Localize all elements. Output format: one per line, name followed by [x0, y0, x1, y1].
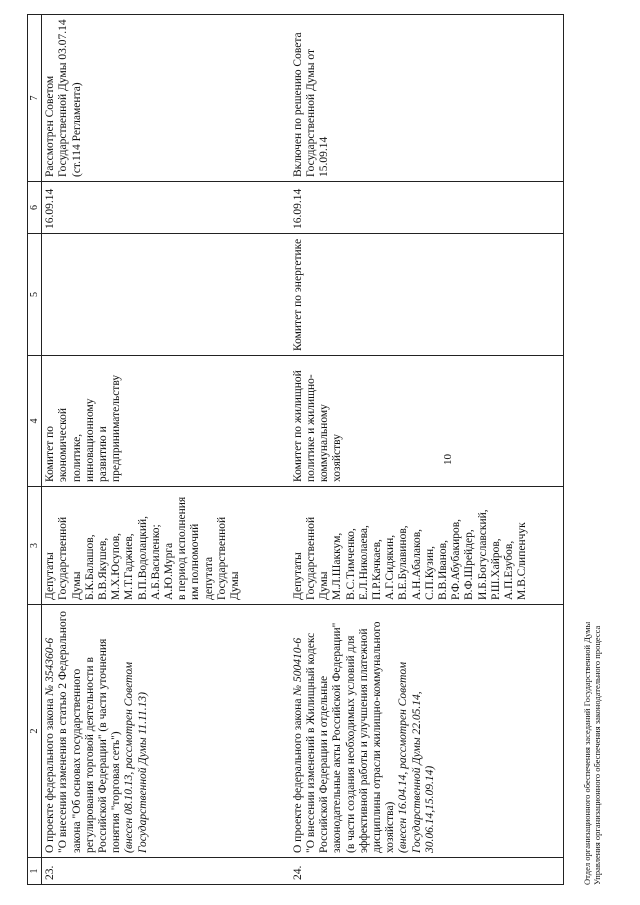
date-cell: 16.09.14 — [42, 182, 290, 234]
row-number: 24. — [290, 858, 564, 885]
bill-title-cell — [290, 605, 564, 858]
row-number: 23. — [42, 858, 290, 885]
decision-cell: Рассмотрен Советом Государственной Думы 03.07.14 (ст.114 Регламента) — [42, 15, 290, 182]
authors-cell: Депутаты Государственной Думы Б.К.Балашов, В.В.Якушев, М.Х.Юсупов, М.Т.Гаджиев, В.П.Водолацкий, А.Б.Василенко; А.Ю.Мурга в период исполнения им полномочий депутата Государственной Думы — [42, 487, 290, 605]
bill-note: (внесен 08.10.13, рассмотрен Советом Государственной Думы 11.11.13) — [123, 661, 149, 853]
committee-cell: Комитет по жилищной политике и жилищно-коммунальному хозяйству — [290, 356, 564, 487]
col-header-4: 4 — [28, 356, 42, 487]
col-header-7: 7 — [28, 15, 42, 182]
date-cell: 16.09.14 — [290, 182, 564, 234]
bill-body: "О внесении изменений в Жилищный кодекс Российской Федерации и отдельные законодательные акты Российской Федерации" (в части создания необходимых условий для эффективной работы и улучшения платежной дисциплины отрасли жилищно-коммунального хозяйства) — [304, 621, 397, 853]
bill-number: № 354360-6 — [44, 637, 57, 696]
table-row — [290, 15, 564, 885]
authors-cell: Депутаты Государственной Думы М.Л.Шаккум, В.С.Тимченко, Е.Л.Николаева, П.Р.Качкаев, А.Г.Сидякин, В.Е.Булавинов, А.Н.Абалаков, С.П.Кузин, В.В.Иванов, Р.Ф.Абубакиров, В.Ф.Шрейдер, И.Б.Богуславский, Р.Ш.Хайров, А.П.Езубов, М.В.Слипенчук — [290, 487, 564, 605]
bills-table — [27, 14, 564, 885]
header-row — [28, 15, 42, 885]
co-committee-cell: Комитет по энергетике — [290, 234, 564, 356]
committee-cell: Комитет по экономической политике, инновационному развитию и предпринимательству — [42, 356, 290, 487]
col-header-3: 3 — [28, 487, 42, 605]
col-header-6: 6 — [28, 182, 42, 234]
bill-body: "О внесении изменения в статью 2 Федерального закона "Об основах государственного регулирования торговой деятельности в Российской Федерации" (в части уточнения понятия "торговая сеть") — [57, 611, 123, 853]
bill-title-cell — [42, 605, 290, 858]
co-committee-cell — [42, 234, 290, 356]
col-header-1: 1 — [28, 858, 42, 885]
table-row — [42, 15, 290, 885]
col-header-2: 2 — [28, 605, 42, 858]
bill-note: (внесен 16.04.14, рассмотрен Советом Государственной Думы 22.05.14, 30.06.14,15.09.14) — [397, 661, 436, 853]
bill-title: О проекте федерального закона — [44, 695, 57, 853]
decision-cell: Включен по решению Совета Государственной Думы от 15.09.14 — [290, 15, 564, 182]
page-number: 10 — [442, 454, 454, 465]
bill-number: № 500410-6 — [291, 637, 304, 696]
bill-title: О проекте федерального закона — [291, 695, 304, 853]
col-header-5: 5 — [28, 234, 42, 356]
footer-line-2: Управления организационного обеспечения законодательного процесса — [592, 625, 602, 885]
footer — [582, 622, 602, 885]
footer-line-1: Отдел организационного обеспечения заседаний Государственной Думы — [582, 621, 592, 885]
